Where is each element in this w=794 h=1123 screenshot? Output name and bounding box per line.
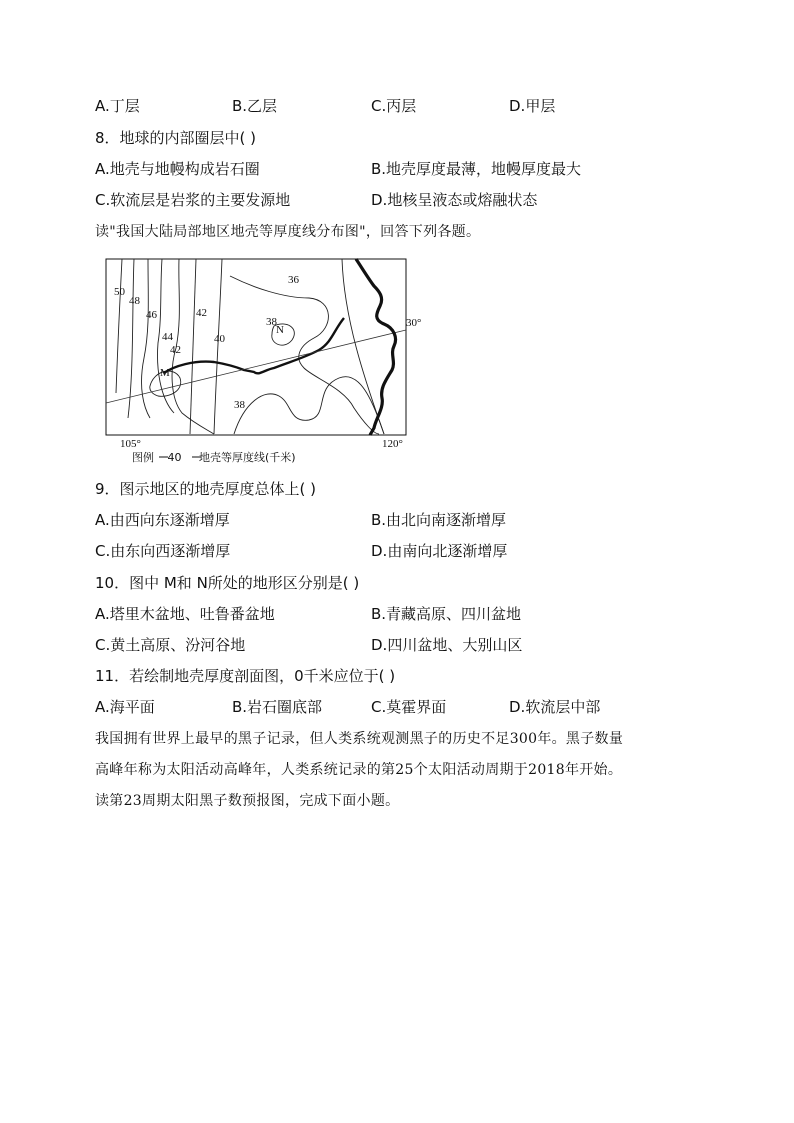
q7-option-a: A.丁层 — [95, 97, 140, 115]
q8-option-b: B.地壳厚度最薄，地幔厚度最大 — [371, 160, 582, 178]
map-svg — [104, 258, 422, 464]
sunspot-intro-line-3: 读第23周期太阳黑子数预报图，完成下面小题。 — [95, 793, 400, 809]
q9-option-b: B.由北向南逐渐增厚 — [371, 511, 507, 529]
legend-sample: 40 — [167, 451, 182, 464]
contour-label: 38 — [266, 316, 277, 328]
q11-stem: 11．若绘制地壳厚度剖面图，0千米应位于( ) — [95, 667, 396, 685]
longitude-label-right: 120° — [382, 438, 403, 450]
contour-label: 46 — [146, 309, 157, 321]
contour-label: 42 — [196, 307, 207, 319]
sunspot-intro-line-2: 高峰年称为太阳活动高峰年，人类系统记录的第25个太阳活动周期于2018年开始。 — [95, 762, 623, 778]
contour-label: 50 — [114, 286, 125, 298]
contour-label: 48 — [129, 295, 140, 307]
q10-stem: 10．图中 M和 N所处的地形区分别是( ) — [95, 574, 360, 592]
map-intro: 读"我国大陆局部地区地壳等厚度线分布图"，回答下列各题。 — [95, 224, 481, 240]
q7-option-b: B.乙层 — [232, 97, 278, 115]
q10-option-d: D.四川盆地、大别山区 — [371, 636, 523, 654]
contour-label: 38 — [234, 399, 245, 411]
point-m-label: M — [160, 367, 170, 379]
q11-option-a: A.海平面 — [95, 698, 155, 716]
legend-text: 地壳等厚度线(千米) — [199, 451, 296, 464]
latitude-label: 30° — [406, 317, 422, 329]
contour-label: 36 — [288, 274, 299, 286]
q10-option-b: B.青藏高原、四川盆地 — [371, 605, 522, 623]
contour-label: 40 — [214, 333, 225, 345]
latitude-line — [106, 330, 406, 403]
q9-stem: 9．图示地区的地壳厚度总体上( ) — [95, 480, 317, 498]
contour-label: 42 — [170, 344, 181, 356]
river-line — [164, 318, 344, 373]
q10-option-a: A.塔里木盆地、吐鲁番盆地 — [95, 605, 275, 623]
q8-stem: 8．地球的内部圈层中( ) — [95, 129, 257, 147]
q10-option-c: C.黄土高原、汾河谷地 — [95, 636, 246, 654]
q11-option-b: B.岩石圈底部 — [232, 698, 323, 716]
q8-option-a: A.地壳与地幔构成岩石圈 — [95, 160, 260, 178]
q9-option-a: A.由西向东逐渐增厚 — [95, 511, 230, 529]
map-frame — [106, 259, 406, 435]
legend-prefix: 图例 — [132, 451, 154, 464]
q8-option-c: C.软流层是岩浆的主要发源地 — [95, 191, 291, 209]
crust-thickness-map — [104, 258, 422, 464]
q7-option-c: C.丙层 — [371, 97, 417, 115]
contour-lines — [116, 259, 384, 434]
coastline — [356, 259, 396, 435]
contour-label: 44 — [162, 331, 173, 343]
q11-option-c: C.莫霍界面 — [371, 698, 447, 716]
q9-option-d: D.由南向北逐渐增厚 — [371, 542, 508, 560]
q7-option-d: D.甲层 — [509, 97, 556, 115]
sunspot-intro-line-1: 我国拥有世界上最早的黑子记录，但人类系统观测黑子的历史不足300年。黑子数量 — [95, 731, 624, 747]
q9-option-c: C.由东向西逐渐增厚 — [95, 542, 231, 560]
q11-option-d: D.软流层中部 — [509, 698, 601, 716]
map-legend — [132, 449, 296, 466]
point-n-label: N — [276, 324, 284, 336]
longitude-label-left: 105° — [120, 438, 141, 450]
q8-option-d: D.地核呈液态或熔融状态 — [371, 191, 538, 209]
